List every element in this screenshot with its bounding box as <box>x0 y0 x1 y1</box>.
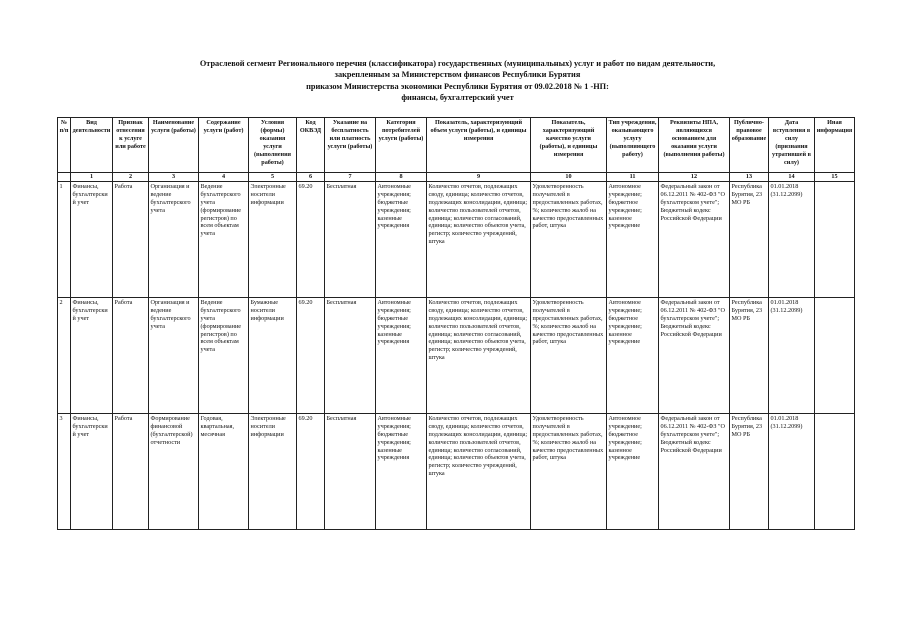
cell-other-info <box>815 181 855 297</box>
title-line: закрепленным за Министерством финансов Республики Бурятия <box>334 70 581 80</box>
column-number: 5 <box>249 173 297 182</box>
cell-okved: 69.20 <box>297 413 325 529</box>
cell-legal-basis: Федеральный закон от 06.12.2011 № 402-ФЗ "О бухгалтерском учете"; Бюджетный кодекс Российской Федерации <box>659 297 730 413</box>
cell-conditions: Электронные носители информации <box>249 181 297 297</box>
cell-other-info <box>815 297 855 413</box>
cell-service-name: Формирование финансовой (бухгалтерской) отчетности <box>149 413 199 529</box>
column-number: 1 <box>71 173 113 182</box>
cell-quality-indicator: Удовлетворенность получателей в предоставленных работах, %; количество жалоб на качество предоставленных работ, штука <box>531 297 607 413</box>
column-header: Код ОКВЭД <box>297 118 325 173</box>
column-number: 14 <box>769 173 815 182</box>
cell-activity: Финансы, бухгалтерский учет <box>71 413 113 529</box>
cell-institution-type: Автономное учреждение; бюджетное учреждение; казенное учреждение <box>607 413 659 529</box>
cell-sign: Работа <box>113 413 149 529</box>
cell-effective-date: 01.01.2018 (31.12.2099) <box>769 181 815 297</box>
cell-volume-indicator: Количество отчетов, подлежащих своду, единица; количество отчетов, подлежащих консолидации, единица; количество пользователей отчетов, единица; количество согласований, единица; количество объектов учета, регистр; количество учреждений, штука <box>427 181 531 297</box>
cell-okved: 69.20 <box>297 297 325 413</box>
cell-legal-basis: Федеральный закон от 06.12.2011 № 402-ФЗ "О бухгалтерском учете"; Бюджетный кодекс Российской Федерации <box>659 413 730 529</box>
column-number: 13 <box>730 173 769 182</box>
cell-payment: Бесплатная <box>325 413 376 529</box>
cell-legal-basis: Федеральный закон от 06.12.2011 № 402-ФЗ "О бухгалтерском учете"; Бюджетный кодекс Российской Федерации <box>659 181 730 297</box>
table-row <box>58 297 855 413</box>
column-number: 6 <box>297 173 325 182</box>
column-header: Указание на бесплатность или платность услуги (работы) <box>325 118 376 173</box>
cell-volume-indicator: Количество отчетов, подлежащих своду, единица; количество отчетов, подлежащих консолидации, единица; количество пользователей отчетов, единица; количество согласований, единица; количество объектов учета, регистр; количество учреждений, штука <box>427 297 531 413</box>
cell-sign: Работа <box>113 297 149 413</box>
title-line: Отраслевой сегмент Регионального перечня (классификатора) государственных (муниципальных) услуг и работ по видам деятельности, <box>199 59 716 68</box>
column-number <box>58 173 71 182</box>
cell-activity: Финансы, бухгалтерский учет <box>71 297 113 413</box>
column-header: Условия (формы) оказания услуги (выполнения работы) <box>249 118 297 173</box>
cell-effective-date: 01.01.2018 (31.12.2099) <box>769 297 815 413</box>
document-title <box>60 58 855 104</box>
column-number: 10 <box>531 173 607 182</box>
cell-public-entity: Республика Бурятия, 23 МО РБ <box>730 413 769 529</box>
column-header: Признак отнесения к услуге или работе <box>113 118 149 173</box>
table-header-row <box>58 118 855 173</box>
cell-payment: Бесплатная <box>325 181 376 297</box>
column-number: 12 <box>659 173 730 182</box>
column-number: 15 <box>815 173 855 182</box>
table-row <box>58 413 855 529</box>
cell-number: 2 <box>58 297 71 413</box>
cell-quality-indicator: Удовлетворенность получателей в предоставленных работах, %; количество жалоб на качество предоставленных работ, штука <box>531 413 607 529</box>
column-number: 3 <box>149 173 199 182</box>
cell-content: Ведение бухгалтерского учета (формирование регистров) по всем объектам учета <box>199 181 249 297</box>
cell-service-name: Организация и ведение бухгалтерского учета <box>149 297 199 413</box>
column-number: 8 <box>376 173 427 182</box>
column-header: Дата вступления в силу (признания утратившей в силу) <box>769 118 815 173</box>
cell-payment: Бесплатная <box>325 297 376 413</box>
column-number: 11 <box>607 173 659 182</box>
cell-activity: Финансы, бухгалтерский учет <box>71 181 113 297</box>
cell-consumers: Автономные учреждения; бюджетные учреждения; казенные учреждения <box>376 181 427 297</box>
column-header: Вид деятельности <box>71 118 113 173</box>
cell-number: 3 <box>58 413 71 529</box>
column-number: 2 <box>113 173 149 182</box>
cell-sign: Работа <box>113 181 149 297</box>
cell-conditions: Бумажные носители информации <box>249 297 297 413</box>
cell-public-entity: Республика Бурятия, 23 МО РБ <box>730 297 769 413</box>
column-number: 7 <box>325 173 376 182</box>
column-header: Тип учреждения, оказывающего услугу (выполняющего работу) <box>607 118 659 173</box>
cell-quality-indicator: Удовлетворенность получателей в предоставленных работах, %; количество жалоб на качество предоставленных работ, штука <box>531 181 607 297</box>
cell-content: Ведение бухгалтерского учета (формирование регистров) по всем объектам учета <box>199 297 249 413</box>
title-line: финансы, бухгалтерский учет <box>401 93 514 103</box>
table-body <box>58 173 855 530</box>
column-header: Наименование услуги (работы) <box>149 118 199 173</box>
cell-consumers: Автономные учреждения; бюджетные учреждения; казенные учреждения <box>376 297 427 413</box>
cell-service-name: Организация и ведение бухгалтерского учета <box>149 181 199 297</box>
column-number-row <box>58 173 855 182</box>
column-header: Показатель, характеризующий объем услуги (работы), и единицы измерения <box>427 118 531 173</box>
column-header: Иная информация <box>815 118 855 173</box>
cell-other-info <box>815 413 855 529</box>
cell-consumers: Автономные учреждения; бюджетные учреждения; казенные учреждения <box>376 413 427 529</box>
column-header: Реквизиты НПА, являющихся основанием для оказания услуги (выполнения работы) <box>659 118 730 173</box>
cell-effective-date: 01.01.2018 (31.12.2099) <box>769 413 815 529</box>
services-table <box>57 117 855 530</box>
cell-number: 1 <box>58 181 71 297</box>
column-header: Содержание услуги (работ) <box>199 118 249 173</box>
column-header: № п/п <box>58 118 71 173</box>
column-number: 9 <box>427 173 531 182</box>
cell-public-entity: Республика Бурятия, 23 МО РБ <box>730 181 769 297</box>
table-row <box>58 181 855 297</box>
title-line: приказом Министерства экономики Республики Бурятия от 09.02.2018 № 1 -НП: <box>306 81 609 91</box>
cell-content: Годовая, квартальная, месячная <box>199 413 249 529</box>
column-header: Публично-правовое образование <box>730 118 769 173</box>
cell-institution-type: Автономное учреждение; бюджетное учреждение; казенное учреждение <box>607 297 659 413</box>
cell-conditions: Электронные носители информации <box>249 413 297 529</box>
column-header: Категория потребителей услуги (работы) <box>376 118 427 173</box>
column-header: Показатель, характеризующий качество услуги (работы), и единицы измерения <box>531 118 607 173</box>
cell-volume-indicator: Количество отчетов, подлежащих своду, единица; количество отчетов, подлежащих консолидации, единица; количество пользователей отчетов, единица; количество согласований, единица; количество объектов учета, регистр; количество учреждений, штука <box>427 413 531 529</box>
cell-institution-type: Автономное учреждение; бюджетное учреждение; казенное учреждение <box>607 181 659 297</box>
column-number: 4 <box>199 173 249 182</box>
cell-okved: 69.20 <box>297 181 325 297</box>
